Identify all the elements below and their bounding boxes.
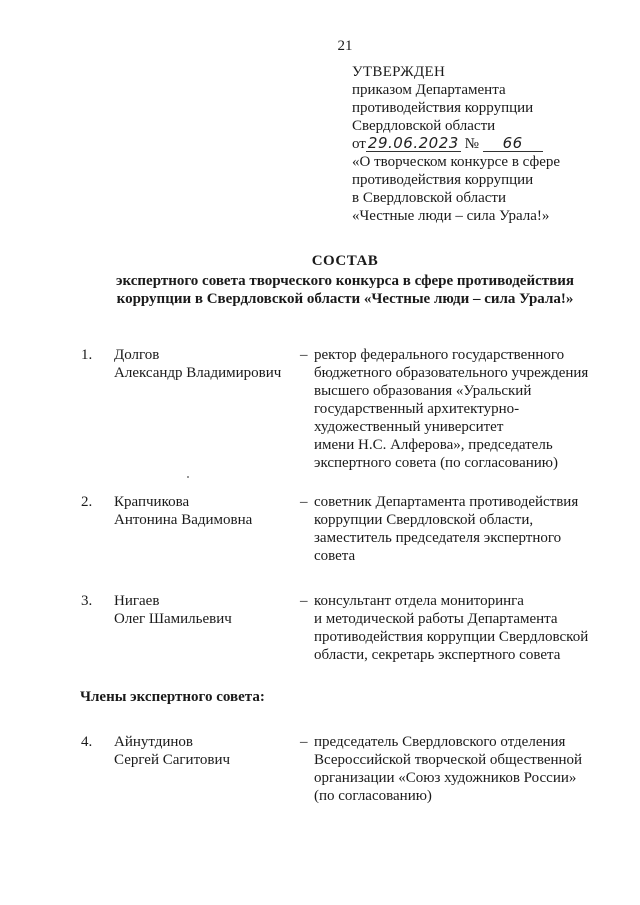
role-line: экспертного совета (по согласованию): [314, 455, 558, 471]
approval-title: УТВЕРЖДЕН: [352, 64, 446, 80]
approval-date-row: [352, 135, 612, 153]
member-dash: –: [300, 734, 308, 750]
role-line: организации «Союз художников России»: [314, 770, 577, 786]
role-line: художественный университет: [314, 419, 504, 435]
approval-line: противодействия коррупции: [352, 100, 534, 116]
role-line: бюджетного образовательного учреждения: [314, 365, 589, 381]
date-handwritten: 29.06.2023: [367, 134, 459, 152]
member-role: [314, 346, 614, 472]
role-line: заместитель председателя экспертного: [314, 530, 562, 546]
member-dash: –: [300, 593, 308, 609]
document-subtitle-line: экспертного совета творческого конкурса в сфере противодействия: [115, 273, 574, 289]
role-line: государственный архитектурно-: [314, 401, 520, 417]
role-line: и методической работы Департамента: [314, 611, 558, 627]
document-subtitle-line: коррупции в Свердловской области «Честные люди – сила Урала!»: [116, 291, 574, 307]
member-number: 2.: [81, 494, 93, 510]
member-given-name: Александр Владимирович: [114, 365, 282, 381]
role-line: председатель Свердловского отделения: [314, 734, 566, 750]
role-line: Всероссийской творческой общественной: [314, 752, 583, 768]
document-heading: [60, 252, 630, 308]
page-number: 21: [337, 38, 353, 54]
role-line: коррупции Свердловской области,: [314, 512, 534, 528]
number-prefix: №: [464, 136, 479, 152]
role-line: области, секретарь экспертного совета: [314, 647, 561, 663]
member-name: [114, 592, 294, 628]
member-name: [114, 493, 294, 529]
scan-speck: [187, 476, 189, 478]
role-line: высшего образования «Уральский: [314, 383, 532, 399]
role-line: советник Департамента противодействия: [314, 494, 579, 510]
members-heading: Члены экспертного совета:: [80, 689, 265, 705]
member-number: 1.: [81, 347, 93, 363]
role-line: (по согласованию): [314, 788, 432, 804]
role-line: совета: [314, 548, 356, 564]
role-line: консультант отдела мониторинга: [314, 593, 524, 609]
member-role: [314, 493, 614, 565]
approval-line: Свердловской области: [352, 118, 496, 134]
member-surname: Нигаев: [114, 593, 160, 609]
member-name: [114, 733, 294, 769]
member-given-name: Сергей Сагитович: [114, 752, 231, 768]
member-dash: –: [300, 494, 308, 510]
member-surname: Долгов: [114, 347, 160, 363]
approval-line: приказом Департамента: [352, 82, 506, 98]
approval-block: [352, 63, 612, 225]
member-role: [314, 592, 614, 664]
approval-subject-line: противодействия коррупции: [352, 172, 534, 188]
member-number: 4.: [81, 734, 93, 750]
member-number: 3.: [81, 593, 93, 609]
member-role: [314, 733, 614, 805]
document-title: СОСТАВ: [311, 253, 379, 269]
member-given-name: Олег Шамильевич: [114, 611, 232, 627]
member-surname: Айнутдинов: [114, 734, 194, 750]
member-given-name: Антонина Вадимовна: [114, 512, 253, 528]
number-handwritten: 66: [502, 134, 523, 152]
role-line: имени Н.С. Алферова», председатель: [314, 437, 553, 453]
role-line: ректор федерального государственного: [314, 347, 565, 363]
approval-subject-line: «Честные люди – сила Урала!»: [352, 208, 550, 224]
member-dash: –: [300, 347, 308, 363]
role-line: противодействия коррупции Свердловской: [314, 629, 589, 645]
member-surname: Крапчикова: [114, 494, 190, 510]
approval-subject-line: в Свердловской области: [352, 190, 507, 206]
number-field: [483, 136, 543, 152]
approval-subject-line: «О творческом конкурсе в сфере: [352, 154, 561, 170]
date-field: [366, 136, 461, 152]
member-name: [114, 346, 294, 382]
date-prefix: от: [352, 136, 366, 152]
